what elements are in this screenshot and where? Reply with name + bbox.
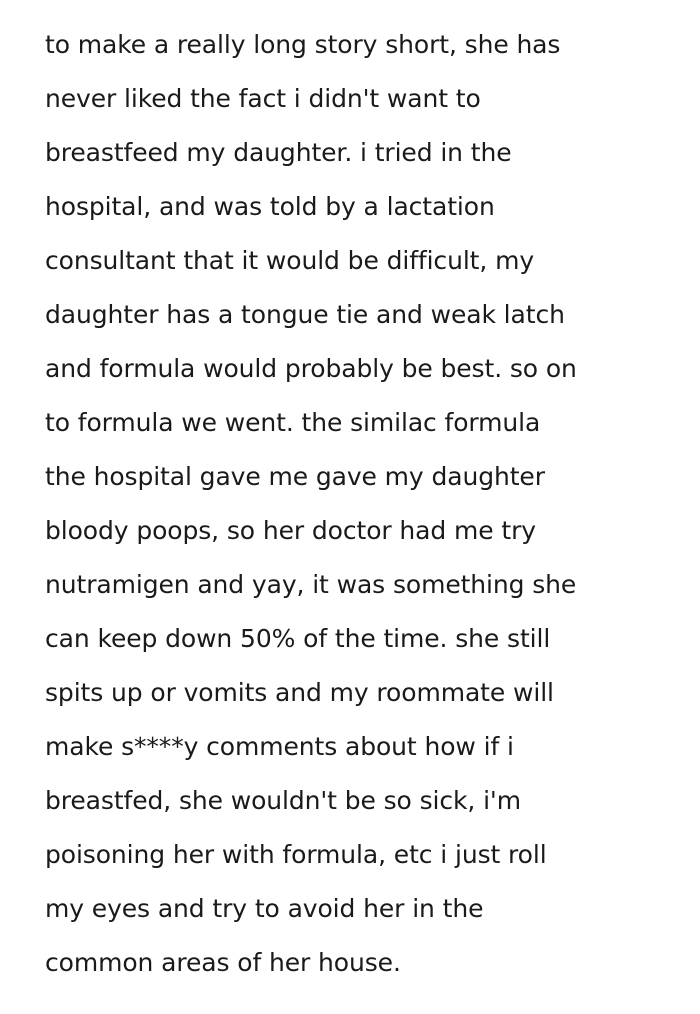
text-line: consultant that it would be difficult, my — [45, 246, 535, 275]
text-line: breastfed, she wouldn't be so sick, i'm — [45, 786, 521, 815]
text-line: spits up or vomits and my roommate will — [45, 678, 554, 707]
text-line: and formula would probably be best. so on — [45, 354, 577, 383]
text-line: the hospital gave me gave my daughter — [45, 462, 545, 491]
text-line: can keep down 50% of the time. she still — [45, 624, 551, 653]
text-line: common areas of her house. — [45, 948, 401, 977]
text-line: to formula we went. the similac formula — [45, 408, 541, 437]
text-line: breastfeed my daughter. i tried in the — [45, 138, 512, 167]
text-line: poisoning her with formula, etc i just roll — [45, 840, 547, 869]
text-line: never liked the fact i didn't want to — [45, 84, 481, 113]
text-line: my eyes and try to avoid her in the — [45, 894, 484, 923]
text-line: daughter has a tongue tie and weak latch — [45, 300, 565, 329]
text-line: make s****y comments about how if i — [45, 732, 514, 761]
text-line: bloody poops, so her doctor had me try — [45, 516, 536, 545]
text-line: hospital, and was told by a lactation — [45, 192, 495, 221]
text-line: to make a really long story short, she has — [45, 30, 561, 59]
text-line: nutramigen and yay, it was something she — [45, 570, 577, 599]
